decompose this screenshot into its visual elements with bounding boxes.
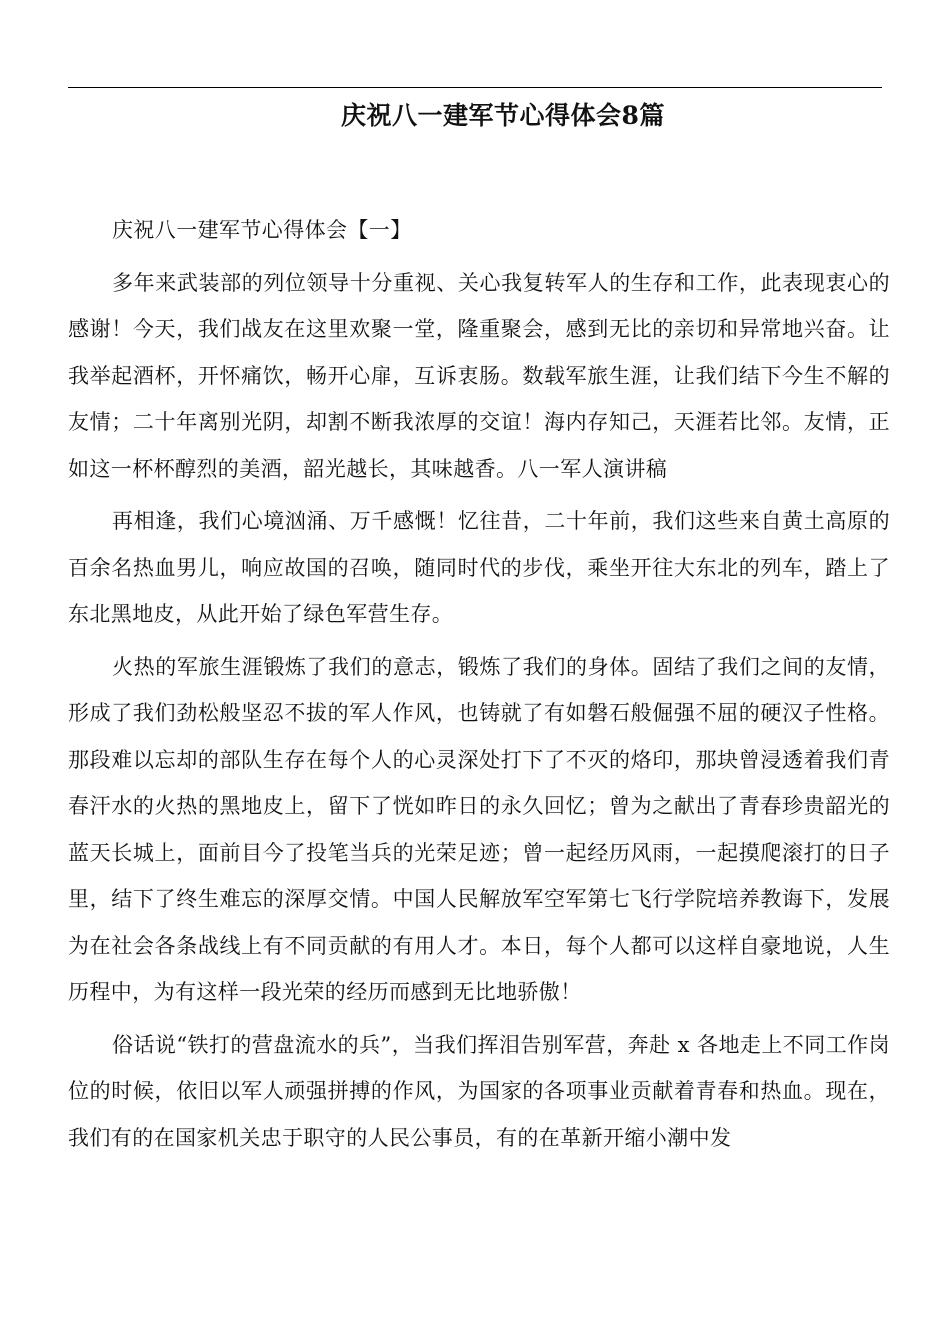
paragraph-4: 俗话说“铁打的营盘流水的兵”，当我们挥泪告别军营，奔赴 x 各地走上不同工作岗位的时候，依旧以军人顽强拼搏的作风，为国家的各项事业贡献着青春和热血。现在，我们有的在国家机关忠于职守的人民公事员，有的在革新开缩小潮中发 — [68, 1032, 890, 1150]
paragraph-2: 再相逢，我们心境汹涌、万千感慨！忆往昔，二十年前，我们这些来自黄土高原的百余名热血男儿，响应故国的召唤，随同时代的步伐，乘坐开往大东北的列车，踏上了东北黑地皮，从此开始了绿色军营生存。 — [68, 509, 890, 626]
header-rule — [68, 87, 882, 88]
document-body — [68, 207, 890, 1161]
paragraph-1: 多年来武装部的列位领导十分重视、关心我复转军人的生存和工作，此表现衷心的感谢！今天，我们战友在这里欢聚一堂，隆重聚会，感到无比的亲切和异常地兴奋。让我举起酒杯，开怀痛饮，畅开心扉，互诉衷肠。数载军旅生涯，让我们结下今生不解的友情；二十年离别光阴，却割不断我浓厚的交谊！海内存知己，天涯若比邻。友情，正如这一杯杯醇烈的美酒，韶光越长，其味越香。八一军人演讲稿 — [68, 270, 890, 481]
section-heading: 庆祝八一建军节心得体会【一】 — [112, 218, 412, 242]
document-title: 庆祝八一建军节心得体会8篇 — [341, 101, 665, 130]
paragraph-3: 火热的军旅生涯锻炼了我们的意志，锻炼了我们的身体。固结了我们之间的友情，形成了我们劲松般坚忍不拔的军人作风，也铸就了有如磐石般倔强不屈的硬汉子性格。那段难以忘却的部队生存在每个人的心灵深处打下了不灭的烙印，那块曾浸透着我们青春汗水的火热的黑地皮上，留下了恍如昨日的永久回忆；曾为之献出了青春珍贵韶光的蓝天长城上，面前目今了投笔当兵的光荣足迹；曾一起经历风雨，一起摸爬滚打的日子里，结下了终生难忘的深厚交情。中国人民解放军空军第七飞行学院培养教诲下，发展为在社会各条战线上有不同贡献的有用人才。本日，每个人都可以这样自豪地说，人生历程中，为有这样一段光荣的经历而感到无比地骄傲！ — [68, 654, 890, 1004]
